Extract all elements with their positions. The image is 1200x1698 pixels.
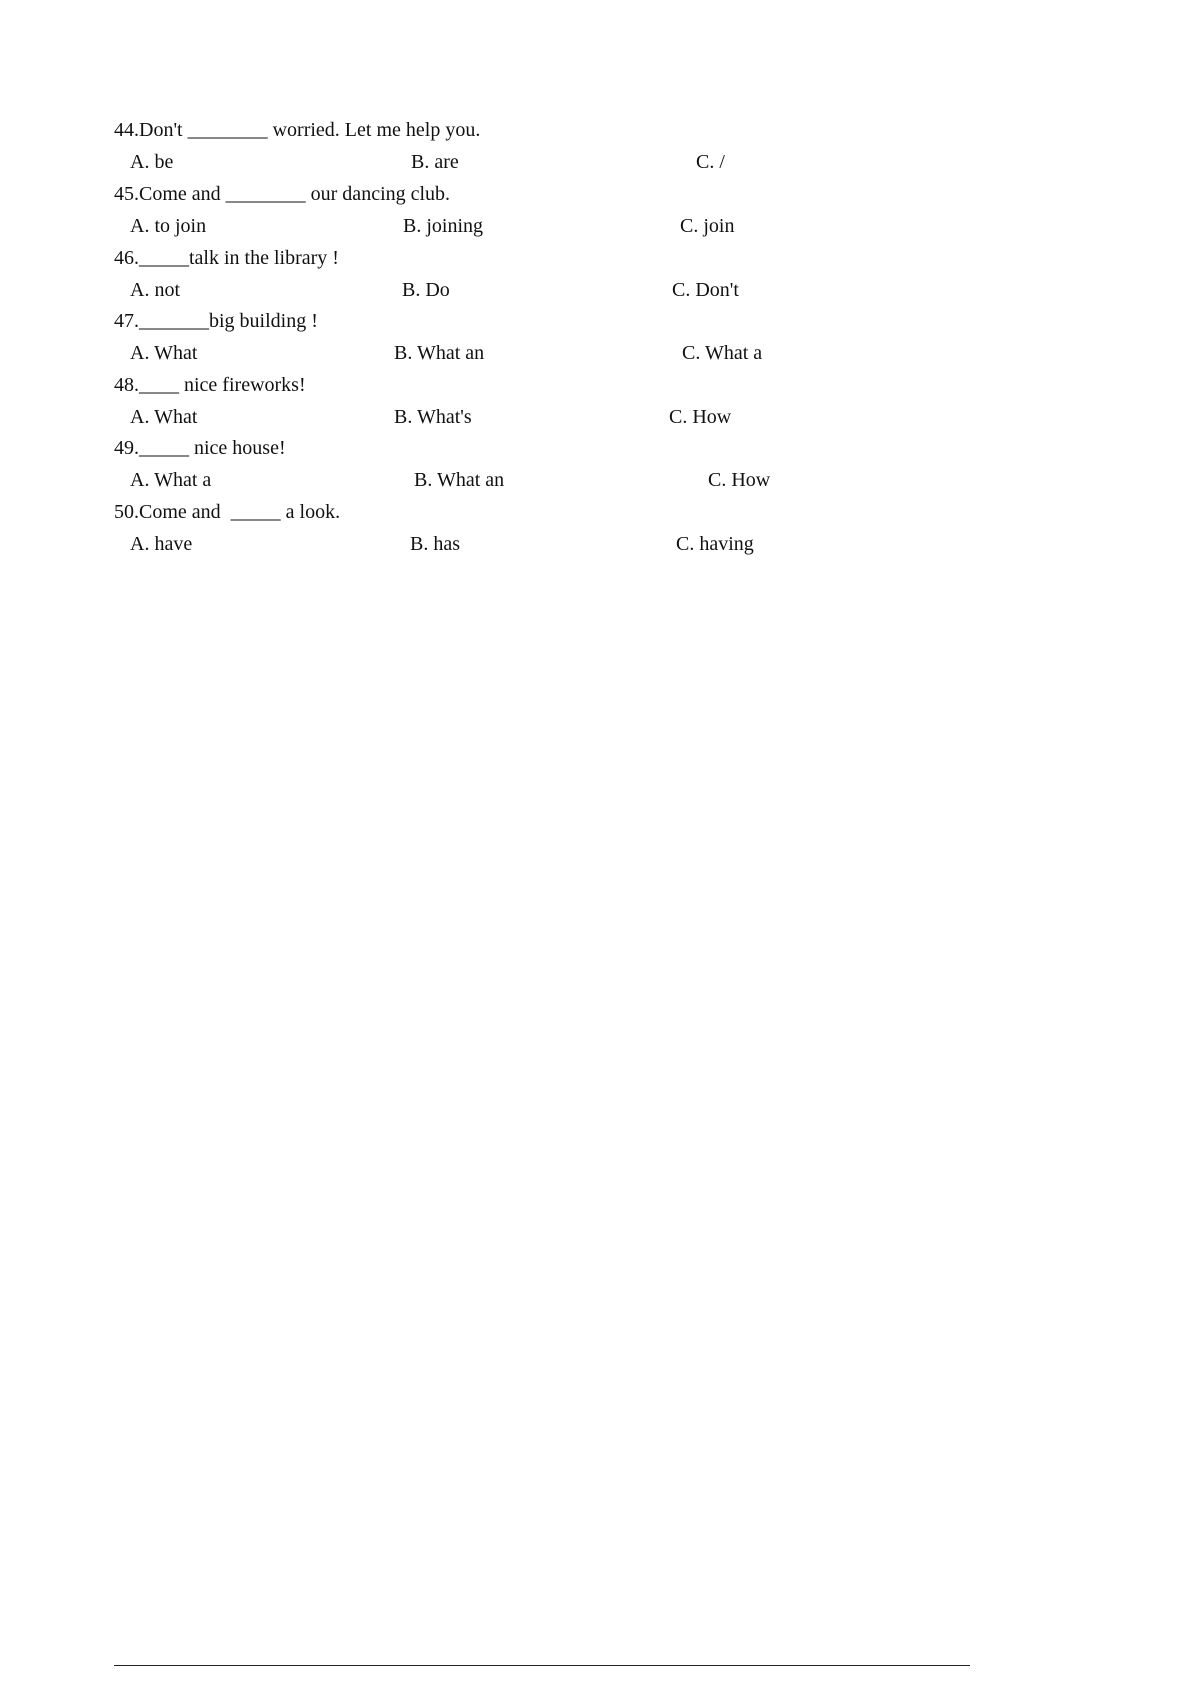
question-49-option-b: B. What an bbox=[414, 469, 505, 491]
question-48-option-c: C. How bbox=[669, 406, 732, 428]
footer-rule bbox=[114, 1665, 970, 1666]
question-45-option-a: A. to join bbox=[130, 215, 207, 237]
question-45-option-c: C. join bbox=[680, 215, 735, 237]
question-45-option-b: B. joining bbox=[403, 215, 484, 237]
question-45-stem: 45.Come and ________ our dancing club. bbox=[114, 183, 451, 205]
question-46-option-c: C. Don't bbox=[672, 279, 739, 301]
question-50-option-c: C. having bbox=[676, 533, 754, 555]
question-50-stem: 50.Come and _____ a look. bbox=[114, 501, 341, 523]
question-46-option-a: A. not bbox=[130, 279, 180, 301]
question-44-option-c: C. / bbox=[696, 151, 725, 173]
question-49-option-c: C. How bbox=[708, 469, 771, 491]
question-48-option-b: B. What's bbox=[394, 406, 472, 428]
question-47-option-b: B. What an bbox=[394, 342, 485, 364]
question-49-option-a: A. What a bbox=[130, 469, 212, 491]
question-47-option-a: A. What bbox=[130, 342, 198, 364]
question-49-stem: 49._____ nice house! bbox=[114, 437, 286, 459]
question-44-stem: 44.Don't ________ worried. Let me help you. bbox=[114, 119, 481, 141]
question-50-option-a: A. have bbox=[130, 533, 193, 555]
question-50-option-b: B. has bbox=[410, 533, 460, 555]
question-44-option-a: A. be bbox=[130, 151, 174, 173]
question-48-stem: 48.____ nice fireworks! bbox=[114, 374, 306, 396]
question-47-option-c: C. What a bbox=[682, 342, 763, 364]
question-47-stem: 47._______big building ! bbox=[114, 310, 318, 332]
question-46-stem: 46._____talk in the library ! bbox=[114, 247, 339, 269]
question-48-option-a: A. What bbox=[130, 406, 198, 428]
question-46-option-b: B. Do bbox=[402, 279, 450, 301]
question-44-option-b: B. are bbox=[411, 151, 459, 173]
